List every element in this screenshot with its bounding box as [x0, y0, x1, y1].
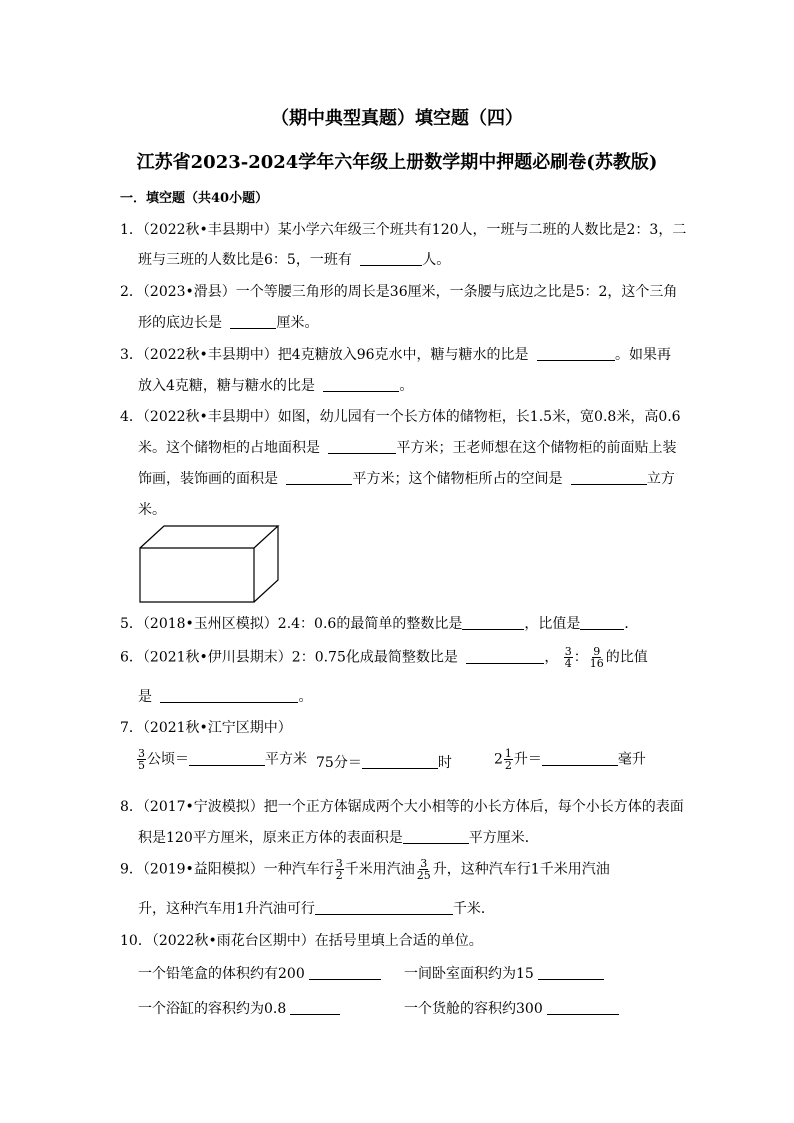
q10-answer-blank-1[interactable] — [309, 965, 381, 980]
page-subtitle: 江苏省2023-2024学年六年级上册数学期中押题必刷卷(苏教版) — [136, 152, 658, 173]
q5-answer-blank-1[interactable] — [462, 615, 524, 630]
q7-item1: $\frac{3}{5}$ 公顷＝ 平方米 — [138, 747, 307, 772]
q10-item2: 一间卧室面积约为15 — [404, 963, 604, 983]
q7-answer-blank-3[interactable] — [542, 751, 618, 766]
q10-item1: 一个铅笔盒的体积约有200 — [138, 963, 381, 983]
q3-answer-blank-2[interactable] — [323, 377, 399, 392]
q6-line1: 6．（2021秋•伊川县期末）2：0.75化成最简整数比是 ， $\frac{3}{4}$ ： $\frac{9}{16}$ 的比值 — [120, 645, 648, 670]
section-heading: 一．填空题（共40小题） — [120, 191, 269, 206]
q2-answer-blank[interactable] — [230, 314, 276, 329]
fraction-9-16: $\frac{9}{16}$ — [589, 645, 604, 670]
cuboid-cabinet-figure — [136, 524, 282, 604]
q8-answer-blank[interactable] — [403, 829, 469, 844]
q10-answer-blank-3[interactable] — [290, 1000, 340, 1015]
q4-answer-blank-3[interactable] — [571, 470, 647, 485]
q2-line1: 2．（2023•滑县）一个等腰三角形的周长是36厘米，一条腰与底边之比是5：2，这个三角 — [120, 284, 678, 300]
q5-line: 5．（2018•玉州区模拟）2.4：0.6的最简单的整数比是 ，比值是 ． — [120, 616, 639, 632]
q7-line1: 7．（2021秋•江宁区期中） — [120, 720, 292, 736]
fraction-3-4: $\frac{3}{4}$ — [564, 645, 572, 670]
fraction-3-2: $\frac{3}{2}$ — [335, 857, 343, 882]
page-title: （期中典型真题）填空题（四） — [271, 108, 523, 129]
q5-answer-blank-2[interactable] — [580, 615, 624, 630]
q7-item3: 2 $\frac{1}{2}$ 升＝ 毫升 — [494, 747, 646, 772]
q3-answer-blank-1[interactable] — [537, 346, 615, 361]
fraction-3-5: $\frac{3}{5}$ — [138, 747, 145, 772]
q1-line1: 1．（2022秋•丰县期中）某小学六年级三个班共有120人，一班与二班的人数比是2：3，二 — [120, 222, 687, 238]
q3-line2: 放入4克糖，糖与糖水的比是 。 — [138, 378, 414, 394]
q6-answer-blank-1[interactable] — [466, 649, 544, 664]
q7-answer-blank-1[interactable] — [189, 751, 265, 766]
q4-line3: 饰画，装饰画的面积是 平方米；这个储物柜所占的空间是 立方 — [138, 471, 675, 487]
q6-answer-blank-2[interactable] — [160, 688, 298, 703]
q4-line2: 米。这个储物柜的占地面积是 平方米；王老师想在这个储物柜的前面贴上装 — [138, 440, 677, 456]
q7-item2: 75分＝ 时 — [316, 755, 452, 771]
q4-line1: 4．（2022秋•丰县期中）如图，幼儿园有一个长方体的储物柜，长1.5米，宽0.8米，高0.6 — [120, 409, 681, 425]
q2-line2: 形的底边长是 厘米。 — [138, 315, 319, 331]
q9-line2: 升，这种汽车用1升汽油可行 千米． — [138, 901, 495, 917]
q8-line1: 8．（2017•宁波模拟）把一个正方体锯成两个大小相等的小长方体后，每个小长方体的表面 — [120, 799, 684, 815]
q4-line4: 米。 — [138, 502, 166, 518]
q4-answer-blank-2[interactable] — [286, 470, 352, 485]
q3-line1: 3．（2022秋•丰县期中）把4克糖放入96克水中，糖与糖水的比是 。如果再 — [120, 347, 671, 363]
q10-item3: 一个浴缸的容积约为0.8 — [138, 998, 340, 1018]
q4-answer-blank-1[interactable] — [328, 439, 396, 454]
q10-item4: 一个货舱的容积约300 — [404, 998, 619, 1018]
q9-line1: 9．（2019•益阳模拟）一种汽车行 $\frac{3}{2}$ 千米用汽油 $\frac{3}{25}$ 升，这种汽车行1千米用汽油 — [120, 857, 610, 882]
q10-answer-blank-4[interactable] — [547, 1000, 619, 1015]
q8-line2: 积是120平方厘米，原来正方体的表面积是 平方厘米． — [138, 830, 539, 846]
q7-answer-blank-2[interactable] — [362, 754, 438, 769]
fraction-3-25: $\frac{3}{25}$ — [416, 857, 431, 882]
q1-answer-blank[interactable] — [360, 251, 422, 266]
q10-line1: 10．（2022秋•雨花台区期中）在括号里填上合适的单位。 — [120, 933, 483, 949]
q10-answer-blank-2[interactable] — [538, 965, 604, 980]
q9-answer-blank[interactable] — [315, 900, 453, 915]
fraction-1-2: $\frac{1}{2}$ — [504, 747, 512, 772]
q6-line2: 是 。 — [138, 689, 313, 705]
q1-line2: 班与三班的人数比是6：5，一班有 人。 — [138, 252, 451, 268]
